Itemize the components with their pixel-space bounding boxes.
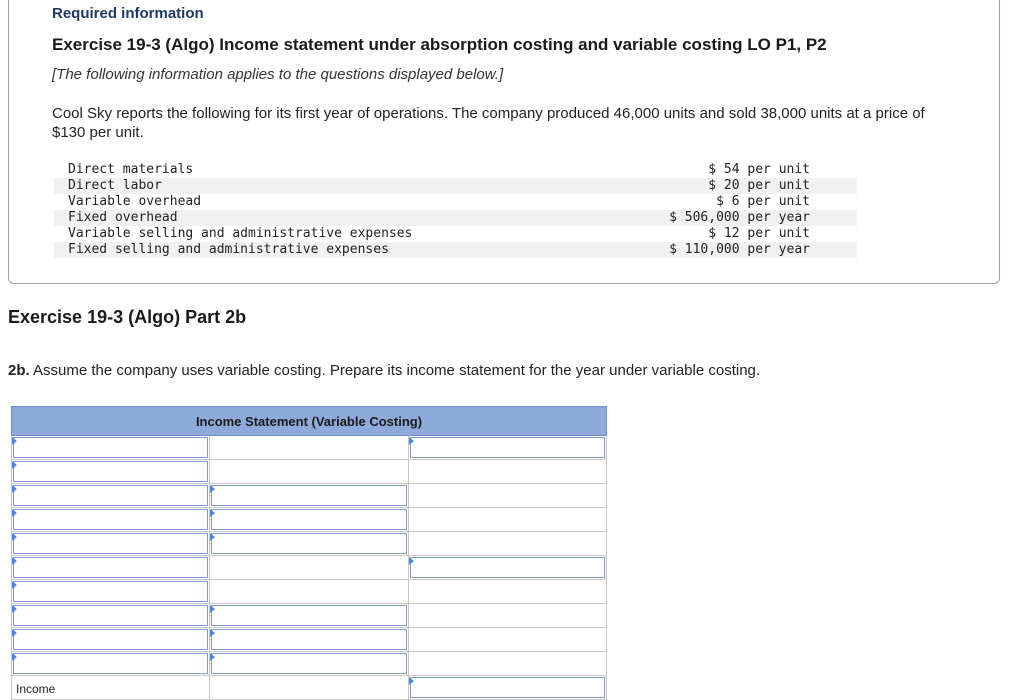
line-item-input[interactable] [13,605,208,626]
table-row [12,556,607,580]
cost-label: Fixed overhead [54,210,600,226]
problem-paragraph: Cool Sky reports the following for its first year of operations. The company produced 46,000 units and sold 38,000 units at a price of $130 per unit. [52,105,925,141]
part-title: Exercise 19-3 (Algo) Part 2b [8,307,247,327]
cost-row [54,226,857,242]
amount-input[interactable] [211,605,406,626]
cost-data-table [54,162,857,258]
dropdown-marker-icon[interactable] [210,533,215,541]
dropdown-marker-icon[interactable] [210,509,215,517]
amount-input[interactable] [410,437,605,458]
dropdown-marker-icon[interactable] [12,533,17,541]
cost-row [54,178,857,194]
required-info-label: Required information [52,5,204,22]
amount-input[interactable] [211,485,406,506]
question-number: 2b. [8,362,30,379]
line-item-input[interactable] [13,509,208,530]
line-item-input[interactable] [13,629,208,650]
amount-input[interactable] [211,509,406,530]
amount-input[interactable] [410,557,605,578]
dropdown-marker-icon[interactable] [12,485,17,493]
cost-label: Variable selling and administrative expenses [68,226,413,241]
line-item-input[interactable] [13,437,208,458]
line-item-input[interactable] [13,653,208,674]
dropdown-marker-icon[interactable] [12,629,17,637]
table-row [12,628,607,652]
amount-input[interactable] [211,629,406,650]
dropdown-marker-icon[interactable] [210,485,215,493]
dropdown-marker-icon[interactable] [12,653,17,661]
dropdown-marker-icon[interactable] [12,437,17,445]
cost-row [54,210,857,226]
dropdown-marker-icon[interactable] [12,461,17,469]
cost-label: Fixed selling and administrative expenses [54,242,600,258]
income-label: Income [16,682,56,696]
dropdown-marker-icon[interactable] [210,653,215,661]
table-row [12,676,607,700]
cost-amount: $ 506,000 per year [600,210,810,226]
question-text [8,362,760,379]
dropdown-marker-icon[interactable] [409,437,414,445]
table-row [12,532,607,556]
cost-amount: $ 20 per unit [600,178,810,194]
table-row [12,604,607,628]
line-item-input[interactable] [13,533,208,554]
cost-amount: $ 54 per unit [708,162,810,177]
dropdown-marker-icon[interactable] [12,581,17,589]
cost-label: Variable overhead [68,194,202,209]
income-statement-header: Income Statement (Variable Costing) [12,407,607,436]
dropdown-marker-icon[interactable] [409,677,414,685]
income-statement-table [11,406,607,700]
question-body: Assume the company uses variable costing. Prepare its income statement for the year under variable costing. [29,362,761,379]
line-item-input[interactable] [13,461,208,482]
dropdown-marker-icon[interactable] [12,557,17,565]
table-row [12,460,607,484]
line-item-input[interactable] [13,557,208,578]
table-row [12,508,607,532]
cost-row [54,162,857,178]
cost-row [54,242,857,258]
cost-amount: $ 110,000 per year [600,242,810,258]
amount-input[interactable] [211,533,406,554]
table-row [12,580,607,604]
amount-input[interactable] [211,653,406,674]
table-row [12,652,607,676]
income-amount-input[interactable] [410,677,605,698]
cost-amount: $ 12 per unit [708,226,810,241]
dropdown-marker-icon[interactable] [409,557,414,565]
dropdown-marker-icon[interactable] [12,509,17,517]
exercise-title: Exercise 19-3 (Algo) Income statement under absorption costing and variable costing LO P1, P2 [52,35,827,54]
table-row [12,436,607,460]
dropdown-marker-icon[interactable] [12,605,17,613]
cost-label: Direct labor [54,178,600,194]
info-note: [The following information applies to the questions displayed below.] [52,66,504,83]
line-item-input[interactable] [13,581,208,602]
table-row [12,484,607,508]
line-item-input[interactable] [13,485,208,506]
cost-row [54,194,857,210]
dropdown-marker-icon[interactable] [210,605,215,613]
cost-label: Direct materials [68,162,194,177]
cost-amount: $ 6 per unit [716,194,810,209]
dropdown-marker-icon[interactable] [210,629,215,637]
